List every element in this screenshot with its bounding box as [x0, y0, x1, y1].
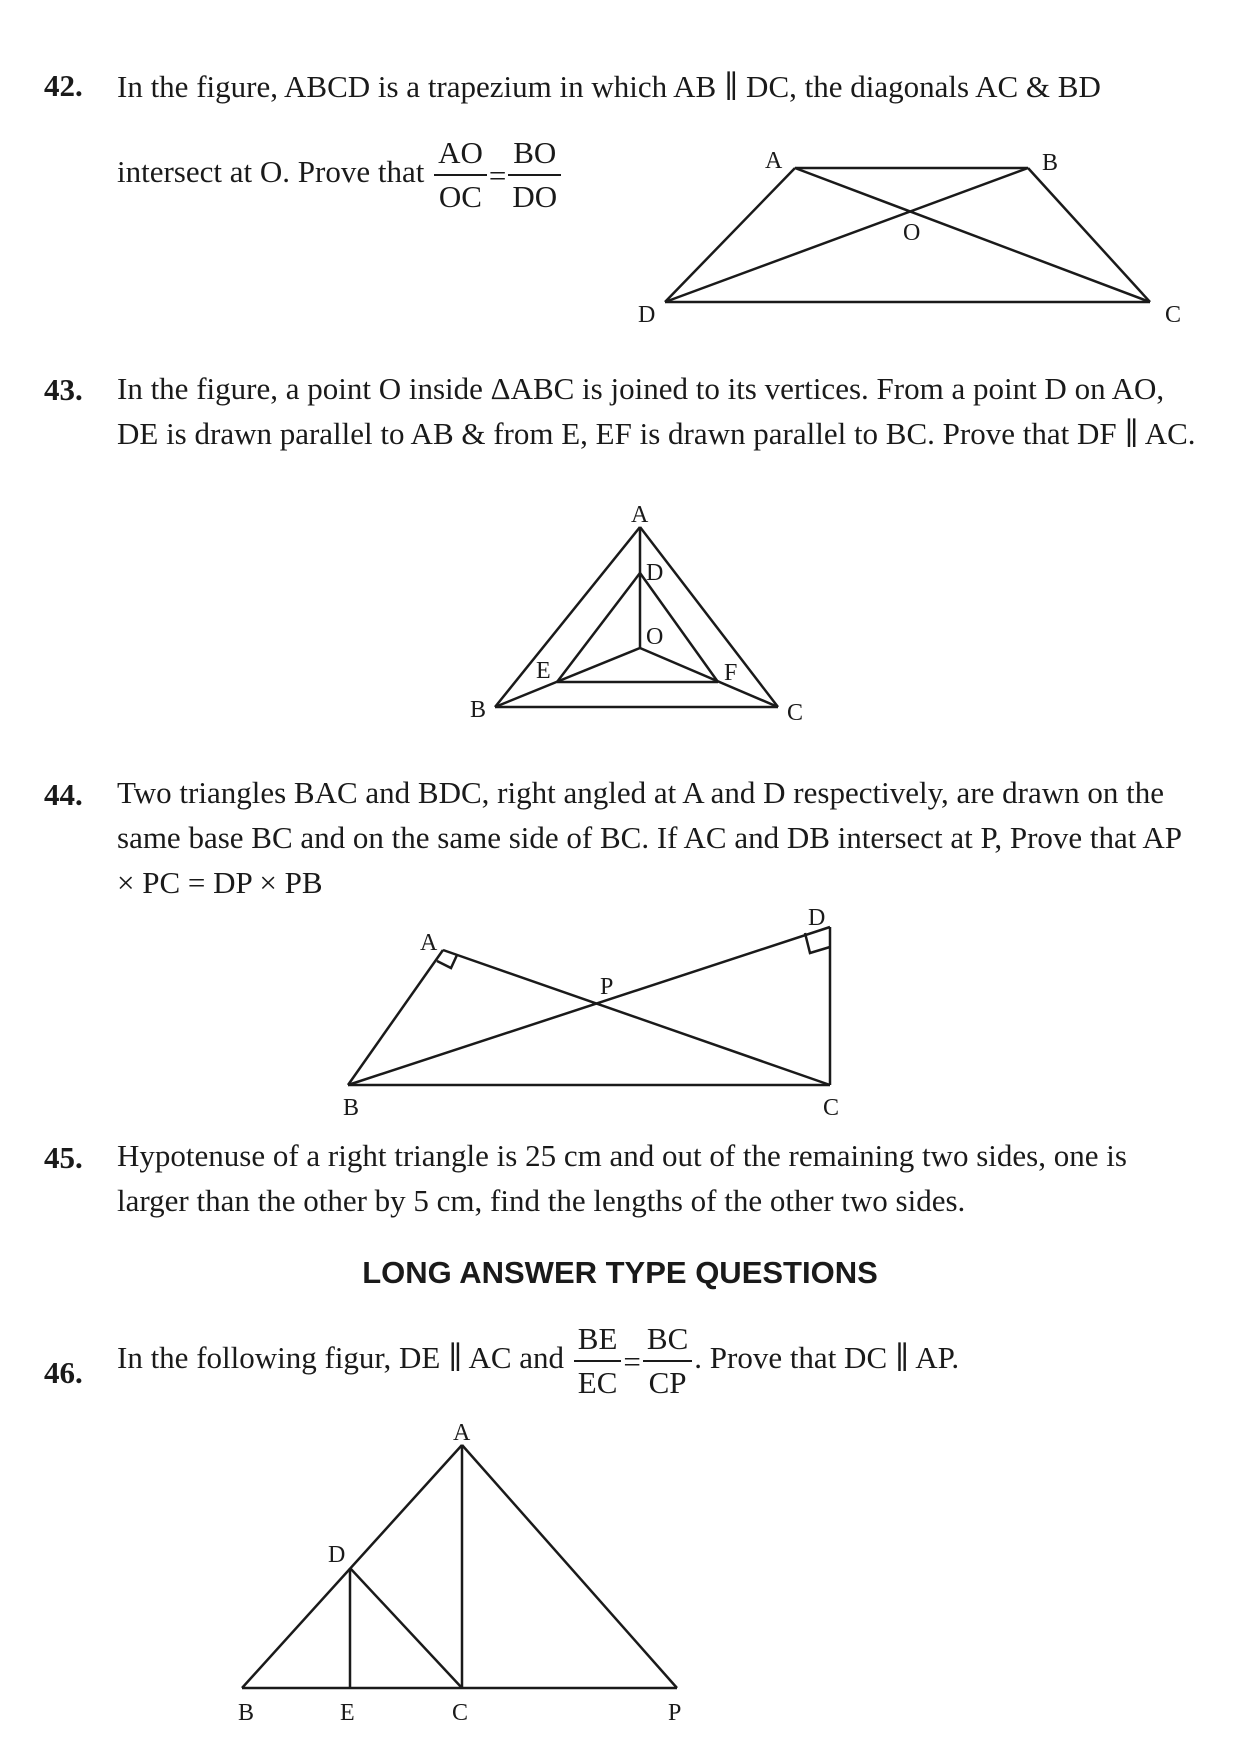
side-ap [462, 1445, 677, 1688]
vertex-label-e: E [340, 1700, 355, 1726]
vertex-label-f: F [724, 660, 738, 686]
fraction-numerator: AO [434, 132, 487, 176]
vertex-label-c: C [823, 1095, 840, 1121]
vertex-label-o: O [903, 220, 921, 246]
question-text-prefix: In the following figur, DE ∥ AC and [117, 1340, 565, 1376]
fraction-denominator: DO [512, 179, 558, 214]
equals-sign: = [488, 157, 507, 193]
fraction-numerator: BC [643, 1318, 692, 1362]
question-text-suffix: . Prove that DC ∥ AP. [694, 1340, 960, 1376]
vertex-label-p: P [668, 1700, 682, 1726]
segment-dc [350, 1568, 462, 1688]
question-number: 43. [44, 372, 83, 407]
vertex-label-a: A [453, 1420, 471, 1446]
vertex-label-c: C [787, 700, 804, 726]
section-heading: LONG ANSWER TYPE QUESTIONS [362, 1255, 878, 1290]
fraction-denominator: EC [577, 1365, 618, 1400]
vertex-label-c: C [1165, 302, 1182, 328]
fraction-denominator: OC [438, 179, 482, 214]
question-text-prefix: intersect at O. Prove that [117, 154, 425, 190]
question-number: 42. [44, 68, 83, 103]
vertex-label-b: B [470, 697, 487, 723]
vertex-label-d: D [646, 560, 664, 586]
vertex-label-c: C [452, 1700, 469, 1726]
vertex-label-p: P [600, 974, 614, 1000]
vertex-label-d: D [808, 905, 826, 931]
vertex-label-a: A [420, 930, 438, 956]
vertex-label-d: D [328, 1542, 346, 1568]
question-text: Two triangles BAC and BDC, right angled at A and D respectively, are drawn on the same base BC and on the same side of BC. If AC and DB intersect at P, Prove that AP × PC = DP × PB [117, 775, 1181, 900]
question-text-line1: In the figure, ABCD is a trapezium in which AB ∥ DC, the diagonals AC & BD [117, 69, 1101, 104]
fraction-denominator: CP [648, 1365, 687, 1400]
question-number: 44. [44, 777, 83, 812]
question-number: 45. [44, 1140, 83, 1175]
vertex-label-d: D [638, 302, 656, 328]
vertex-label-b: B [343, 1095, 360, 1121]
fraction-numerator: BE [574, 1318, 622, 1362]
question-text: Hypotenuse of a right triangle is 25 cm and out of the remaining two sides, one is larger than the other by 5 cm, find the lengths of the other two sides. [117, 1138, 1127, 1218]
vertex-label-b: B [1042, 150, 1059, 176]
vertex-label-a: A [631, 502, 649, 528]
fraction-numerator: BO [508, 132, 561, 176]
vertex-label-b: B [238, 1700, 255, 1726]
equals-sign: = [623, 1343, 641, 1379]
vertex-label-e: E [536, 658, 551, 684]
vertex-label-o: O [646, 624, 664, 650]
question-text: In the figure, a point O inside ΔABC is joined to its vertices. From a point D on AO, DE is drawn parallel to AB & from E, EF is drawn parallel to BC. Prove that DF ∥ AC. [117, 371, 1196, 451]
question-number: 46. [44, 1355, 83, 1390]
vertex-label-a: A [765, 148, 783, 174]
